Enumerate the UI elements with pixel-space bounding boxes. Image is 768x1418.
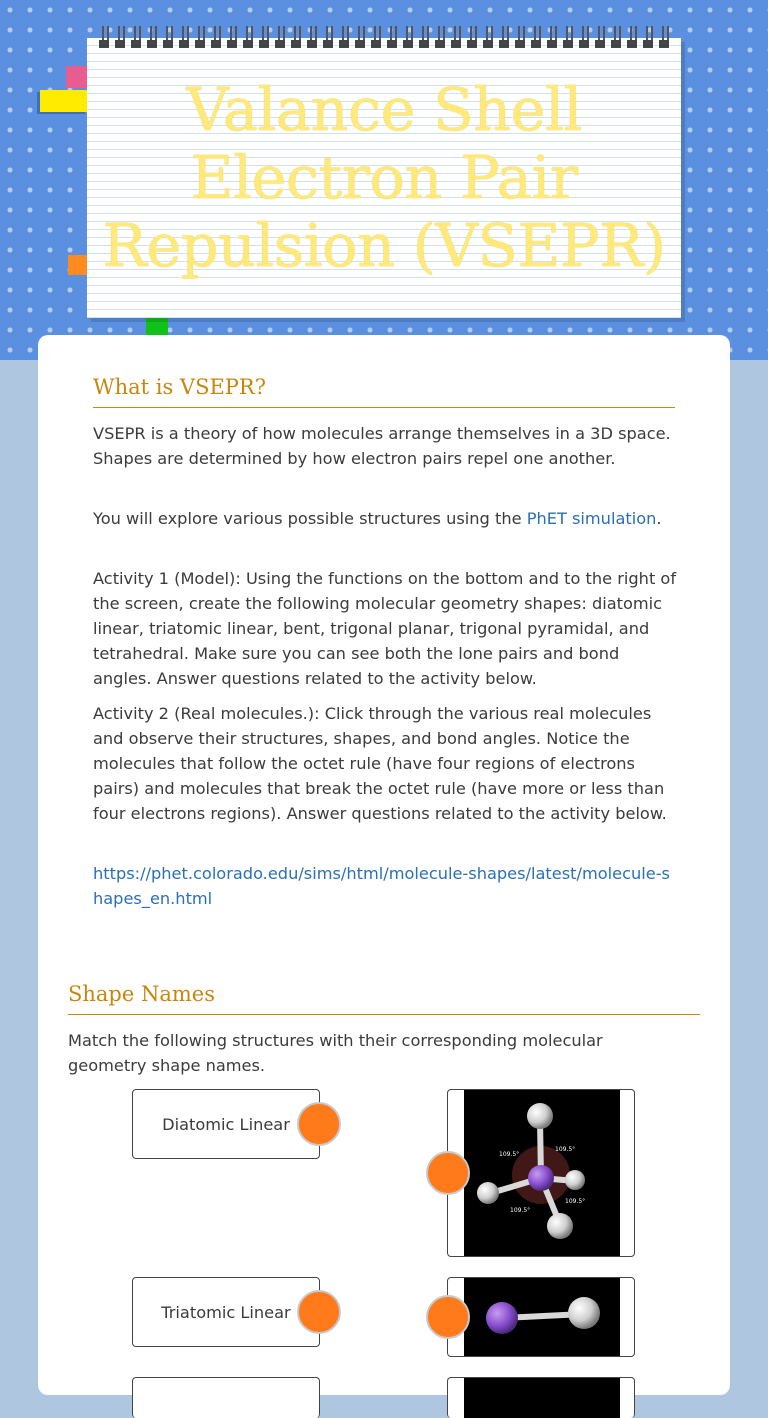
section-heading-what-is-vsepr: What is VSEPR?	[93, 375, 675, 408]
hydrogen-atom	[527, 1103, 553, 1129]
section-heading-shape-names: Shape Names	[68, 982, 700, 1015]
notebook-tab-pink	[66, 66, 88, 88]
match-label-diatomic-linear[interactable]: Diatomic Linear	[132, 1089, 320, 1159]
notebook-tab-yellow	[40, 90, 88, 112]
central-atom	[486, 1302, 518, 1334]
match-label-partial[interactable]	[132, 1377, 320, 1418]
phet-paragraph-text: You will explore various possible structures using the	[93, 509, 527, 528]
notebook-spiral-binding	[99, 26, 669, 52]
header-banner	[0, 0, 768, 360]
hydrogen-atom	[547, 1213, 573, 1239]
notebook-spiral-holes	[99, 40, 669, 48]
match-connector-dot[interactable]	[297, 1102, 341, 1146]
activity-2-paragraph: Activity 2 (Real molecules.): Click through the various real molecules and observe their structures, shapes, and bond angles. Notice the molecules that follow the octet rule (have four regions of electrons pairs) and molecules that break the octet rule (have more or less than four electrons regions). Answer questions related to the activity below.	[93, 704, 667, 823]
match-image-tetrahedral[interactable]	[447, 1089, 635, 1257]
activity-1-paragraph: Activity 1 (Model): Using the functions on the bottom and to the right of the screen, create the following molecular geometry shapes: diatomic linear, triatomic linear, bent, trigonal planar, trigonal pyramidal, and tetrahedral. Make sure you can see both the lone pairs and bond angles. Answer questions related to the activity below.	[93, 569, 677, 688]
bond-angle-label: 109.5°	[555, 1146, 576, 1153]
phet-paragraph	[93, 506, 678, 531]
hydrogen-atom	[565, 1170, 585, 1190]
match-label-triatomic-linear[interactable]: Triatomic Linear	[132, 1277, 320, 1347]
diatomic-molecule-image	[464, 1278, 620, 1356]
molecule-image-background	[464, 1378, 620, 1418]
match-connector-dot[interactable]	[297, 1290, 341, 1334]
central-atom	[528, 1165, 554, 1191]
match-connector-dot[interactable]	[426, 1295, 470, 1339]
phet-url-link-text[interactable]: https://phet.colorado.edu/sims/html/molecule-shapes/latest/molecule-shapes_en.html	[93, 864, 670, 908]
intro-paragraph: VSEPR is a theory of how molecules arrange themselves in a 3D space. Shapes are determined by how electron pairs repel one another.	[93, 424, 671, 468]
page-title: Valance Shell Electron Pair Repulsion (VSEPR)	[102, 75, 666, 280]
bond-angle-label: 109.5°	[499, 1151, 520, 1158]
phet-url-link[interactable]	[93, 861, 678, 911]
worksheet-card	[38, 335, 730, 1395]
matching-instructions: Match the following structures with their corresponding molecular geometry shape names.	[68, 1031, 603, 1075]
bond-angle-label: 109.5°	[510, 1207, 531, 1214]
bonded-atom	[568, 1297, 600, 1329]
phet-simulation-link[interactable]: PhET simulation	[526, 509, 657, 528]
match-image-partial[interactable]	[447, 1377, 635, 1418]
bond-angle-label: 109.5°	[565, 1198, 586, 1205]
tetrahedral-molecule-image	[464, 1090, 620, 1256]
match-image-diatomic[interactable]	[447, 1277, 635, 1357]
phet-paragraph-end: .	[656, 509, 662, 528]
match-connector-dot[interactable]	[426, 1151, 470, 1195]
hydrogen-atom	[477, 1182, 499, 1204]
